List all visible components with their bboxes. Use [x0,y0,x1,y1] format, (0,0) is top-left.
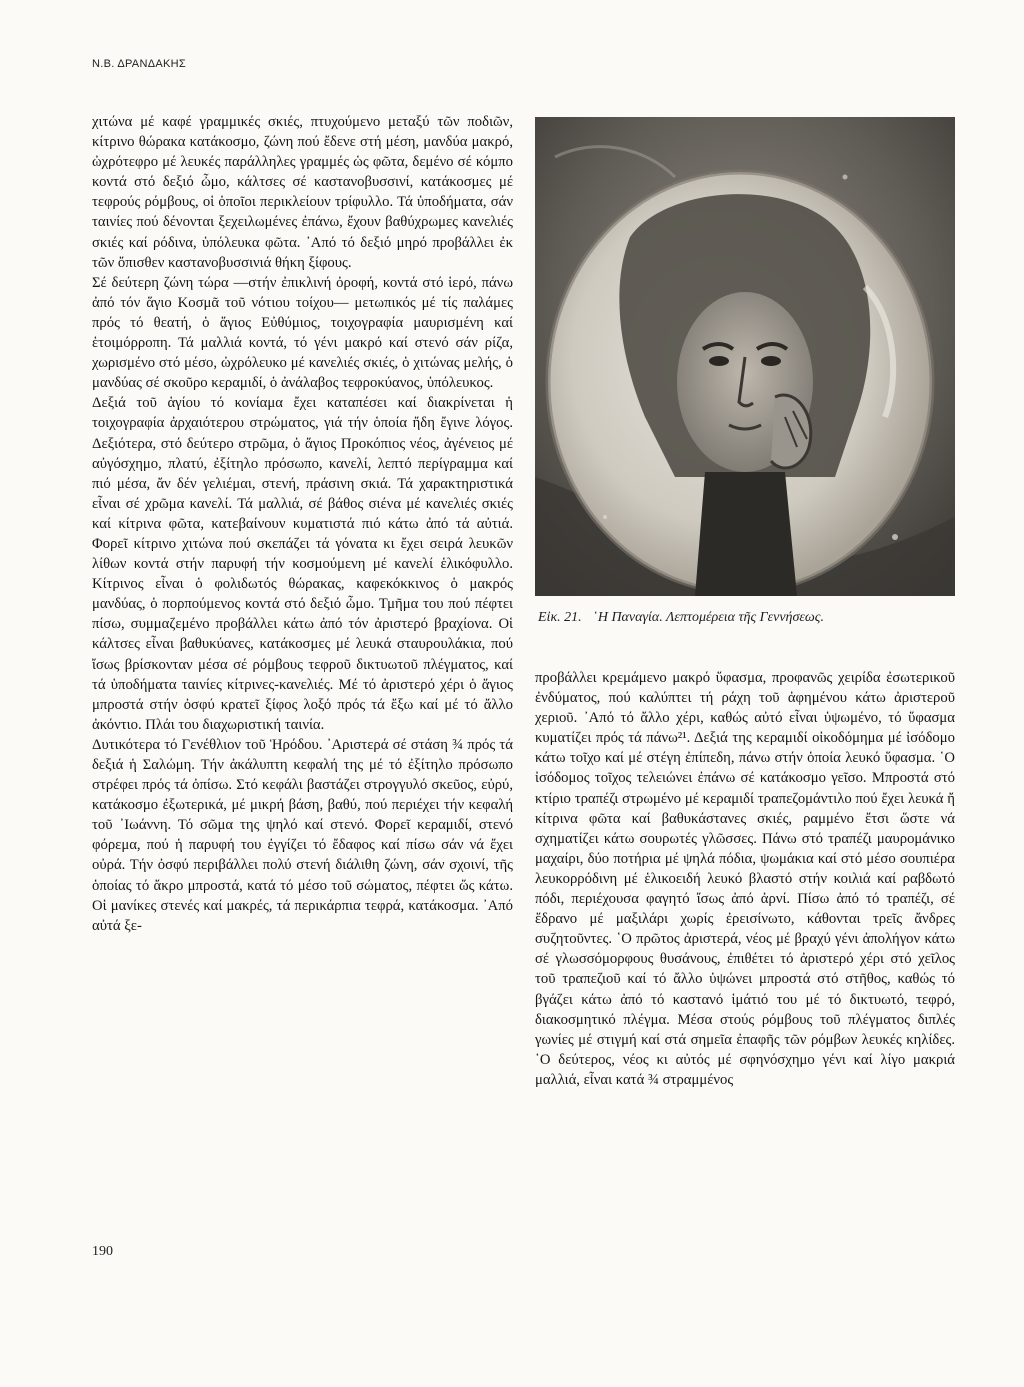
paragraph: Δυτικότερα τό Γενέθλιον τοῦ Ἡρόδου. ᾿Αριστερά σέ στάση ¾ πρός τά δεξιά ἡ Σαλώμη. Τήν ἀκάλυπτη κεφαλή της μέ τό ἐξίτηλο πρόσωπο στρέφει πρός τά ὀπίσω. Στό κεφάλι βαστάζει στρογγυλό σκεῦος, εὐρύ, κατάκοσμο ἐξωτερικά, μέ μικρή βάση, βαθύ, πού περιέχει τήν κεφαλή τοῦ ᾿Ιωάννη. Τό σῶμα της ψηλό καί στενό. Φορεῖ κεραμιδί, στενό φόρεμα, πού ἡ παρυφή του ἐγγίζει τό ἔδαφος καί πίσω σάν νά ἔχει οὐρά. Τήν ὀσφύ περιβάλλει πολύ στενή διάλιθη ζώνη, σάν σχοινί, τῆς ὁποίας τό ἄκρο μπροστά, κατά τό μέσο τοῦ σώματος, πέφτει ὥς κάτω. Οἱ μανίκες στενές καί μακρές, τά περικάρπια τεφρά, κατάκοσμα. ᾿Από αὐτά ξε- [92,736,513,934]
figure-caption [538,610,958,626]
paragraph: προβάλλει κρεμάμενο μακρό ὕφασμα, προφανῶς χειρίδα ἐσωτερικοῦ ἐνδύματος, πού καλύπτει τή ράχη τοῦ ἀφημένου κάτω ἀριστεροῦ χεριοῦ. ᾿Από τό ἄλλο χέρι, καθώς αὐτό εἶναι ὑψωμένο, τό ὕφασμα κυματίζει πρός τά πάνω²¹. Δεξιά της κεραμιδί οἰκοδόμημα μέ ἰσόδομο κάτω τοῖχο καί μέ στέγη ἐπίπεδη, πάνω στήν ὁποία λευκό ὕφασμα. ῾Ο ἰσόδομος τοῖχος τελειώνει ἐπάνω σέ κατάκοσμο γεῖσο. Μπροστά στό κτίριο τραπέζι στρωμένο μέ κεραμιδί τραπεζομάντιλο πού ἔχει λευκά ἤ κίτρινα φῶτα καί βαθυκάστανες σκιές, ραμμένο ἔτσι ὥστε νά σχηματίζει κάτω σουρωτές γλῶσσες. Πάνω στό τραπέζι μαυρομάνικο μαχαίρι, δύο ποτήρια μέ ψηλά πόδια, ψωμάκια καί στό μέσο σουπιέρα λευκορρόδινη μέ ἑλικοειδή λευκό βλαστό στήν κοιλιά καί ραβδωτό πόδι, περιέχουσα φαγητό ἴσως ἀπό ἀρνί. Πίσω ἀπό τό τραπέζι, σέ ἕδρανο μέ μαξιλάρι χωρίς ἐρεισίνωτο, κάθονται τρεῖς ἄνδρες συζητοῦντες. ῾Ο πρῶτος ἀριστερά, νέος μέ βραχύ γένι ἀπολήγον κάτω σέ γλωσσόμορφους θυσάνους, ἐπιθέτει τό ἀριστερό χέρι στό χεῖλος τοῦ τραπεζιοῦ καί τό ἄλλο ὑψώνει μπροστά στό στῆθος, καθώς τό βγάζει κάτω ἀπό τό καστανό ἱμάτιό του μέ τό δικτυωτό, τεφρό, διακοσμητικό πλέγμα. Μέσα στούς ρόμβους τοῦ πλέγματος διπλές γωνίες μέ στιγμή καί στά σημεῖα ἐπαφῆς τῶν ρόμβων λευκές κηλίδες. ῾Ο δεύτερος, νέος κι αὐτός μέ σφηνόσχημο γένι καί λίγο μακριά μαλλιά, εἶναι κατά ¾ στραμμένος [535,670,955,1088]
running-head: Ν.Β. ΔΡΑΝΔΑΚΗΣ [92,58,186,70]
paragraph: Δεξιά τοῦ ἁγίου τό κονίαμα ἔχει καταπέσει καί διακρίνεται ἡ τοιχογραφία ἀρχαιότερου στρώματος, γιά τήν ὁποία ἤδη ἔγινε λόγος. Δεξιότερα, στό δεύτερο στρῶμα, ὁ ἅγιος Προκόπιος νέος, ἀγένειος μέ αὐγόσχημο, πλατύ, ἐξίτηλο πρόσωπο, κανελί, λεπτό περίγραμμα καί πιό μέσα, ἄν δέν γελιέμαι, στενή, πράσινη σκιά. Τά χαρακτηριστικά εἶναι σέ χρῶμα κανελί. Τά μαλλιά, σέ βάθος σιένα μέ κανελιές σκιές καί κίτρινα φῶτα, κατεβαίνουν κυματιστά πιό κάτω ἀπό τά αὐτιά. Φορεῖ κίτρινο χιτώνα πού σκεπάζει τά γόνατα κι ἔχει σειρά λευκῶν λίθων κοντά στήν παρυφή τήν κοσμούμενη μέ κανελί ἑλικόφυλλο. Κίτρινος εἶναι ὁ φολιδωτός θώρακας, καφεκόκκινος ὁ μακρός μανδύας, ὁ πορπούμενος κοντά στό δεξιό ὦμο. Τμῆμα του πού πέφτει πίσω, συμμαζεμένο προβάλλει κάτω ἀπό τόν ἀριστερό βραχίονα. Οἱ κάλτσες εἶναι βαθυκύανες, κατάκοσμες μέ λευκά σταυρουλάκια, πού ἴσως βρίσκονταν μέσα σέ ρόμβους τεφροῦ δικτυωτοῦ πλέγματος, καί τά ὑποδήματα ταινίες κίτρινες-κανελιές. Μέ τό ἀριστερό χέρι ὁ ἅγιος μπροστά στήν ὀσφύ κρατεῖ ξίφος λοξό πρός τά ἔξω καί μέ τό ἄλλο ἀκόντιο. Πλάι του διαχωριστική ταινία. [92,395,513,733]
paragraph: Σέ δεύτερη ζώνη τώρα —στήν ἐπικλινή ὀροφή, κοντά στό ἱερό, πάνω ἀπό τόν ἅγιο Κοσμᾶ τοῦ νότιου τοίχου— μετωπικός μέ τίς παλάμες πρός τό θεατή, ὁ ἅγιος Εὐθύμιος, τοιχογραφία μαυρισμένη καί ἑτοιμόρροπη. Τά μαλλιά κοντά, τό γένι μακρό καί στενό σάν ρίζα, χωρισμένο στό μέσο, ὠχρόλευκο μέ κανελιές σκιές, ὁ χιτώνας μελής, ὁ μανδύας σέ σκοῦρο κεραμιδί, ὁ ἀνάλαβος τεφροκύανος, ὑπόλευκος. [92,274,513,392]
fresco-photograph [535,117,955,596]
virgin-mary-fresco-image [535,117,955,596]
figure-number: Εἰκ. 21. [538,610,582,625]
figure-caption-text: ῾Η Παναγία. Λεπτομέρεια τῆς Γεννήσεως. [593,610,824,625]
left-column [92,112,513,936]
page-number: 190 [92,1244,113,1259]
paragraph: χιτώνα μέ καφέ γραμμικές σκιές, πτυχούμενο μεταξύ τῶν ποδιῶν, κίτρινο θώρακα κατάκοσμο, ζώνη πού ἔδενε στή μέση, μανδύα μακρό, ὠχρότεφρο μέ λευκές παράλληλες γραμμές ὡς φῶτα, δεμένο σέ κόμπο κοντά στό δεξιό ὦμο, κάλτσες σέ καστανοβυσσινί, κατάκοσμες μέ τεφρούς ρόμβους, οἱ ὁποῖοι περικλείουν τρίφυλλο. Τά ὑποδήματα, σάν ταινίες πού δένονται ξεχειλωμένες ἐπάνω, ἔχουν βαθύχρωμες κανελιές σκιές καί ρόδινα, ὑπόλευκα φῶτα. ᾿Από τό δεξιό μηρό προβάλλει ἐκ τῶν ὄπισθεν καστανοβυσσινιά θήκη ξίφους. [92,114,513,271]
right-column [535,668,955,1090]
